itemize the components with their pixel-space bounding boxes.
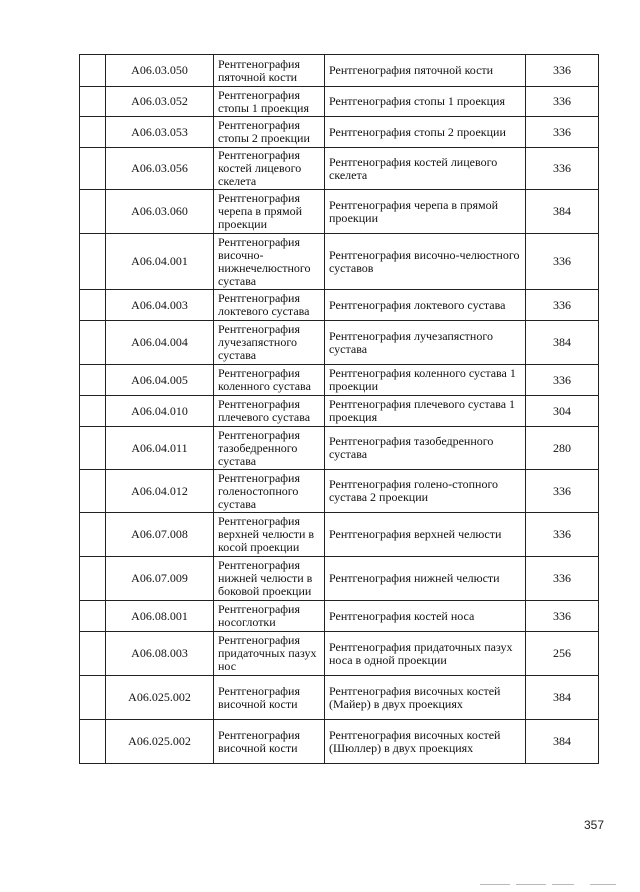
- service-description-cell: Рентгенография костей лицевого скелета: [325, 148, 526, 190]
- service-code-cell: A06.025.002: [106, 720, 214, 764]
- service-name-cell: Рентгенография голеностопного сустава: [214, 470, 325, 513]
- table-row: [80, 87, 599, 117]
- service-code-cell: A06.08.001: [106, 601, 214, 632]
- price-cell: 336: [526, 290, 599, 321]
- price-cell: 336: [526, 513, 599, 557]
- table-row: [80, 601, 599, 632]
- service-name-cell: Рентгенография носоглотки: [214, 601, 325, 632]
- price-cell: 384: [526, 720, 599, 764]
- price-list-body: [80, 55, 599, 764]
- row-marker-cell: [80, 676, 106, 720]
- service-description-cell: Рентгенография тазобедренного сустава: [325, 427, 526, 470]
- price-cell: 384: [526, 321, 599, 365]
- row-marker-cell: [80, 601, 106, 632]
- row-marker-cell: [80, 396, 106, 427]
- row-marker-cell: [80, 87, 106, 117]
- table-row: [80, 720, 599, 764]
- price-cell: 304: [526, 396, 599, 427]
- service-description-cell: Рентгенография пяточной кости: [325, 55, 526, 87]
- price-cell: 336: [526, 87, 599, 117]
- service-code-cell: A06.03.053: [106, 117, 214, 148]
- service-description-cell: Рентгенография придаточных пазух носа в одной проекции: [325, 632, 526, 676]
- service-code-cell: A06.03.052: [106, 87, 214, 117]
- service-name-cell: Рентгенография плечевого сустава: [214, 396, 325, 427]
- price-cell: 336: [526, 601, 599, 632]
- price-cell: 336: [526, 470, 599, 513]
- table-row: [80, 290, 599, 321]
- service-name-cell: Рентгенография черепа в прямой проекции: [214, 190, 325, 234]
- price-cell: 336: [526, 557, 599, 601]
- table-row: [80, 321, 599, 365]
- row-marker-cell: [80, 365, 106, 396]
- row-marker-cell: [80, 513, 106, 557]
- service-code-cell: A06.04.001: [106, 234, 214, 290]
- service-code-cell: A06.07.009: [106, 557, 214, 601]
- service-name-cell: Рентгенография стопы 2 проекции: [214, 117, 325, 148]
- service-name-cell: Рентгенография пяточной кости: [214, 55, 325, 87]
- scan-artifact-line: [552, 884, 574, 885]
- row-marker-cell: [80, 720, 106, 764]
- scan-artifact-line: [516, 884, 546, 885]
- service-name-cell: Рентгенография костей лицевого скелета: [214, 148, 325, 190]
- service-name-cell: Рентгенография придаточных пазух нос: [214, 632, 325, 676]
- service-name-cell: Рентгенография коленного сустава: [214, 365, 325, 396]
- service-name-cell: Рентгенография стопы 1 проекция: [214, 87, 325, 117]
- service-description-cell: Рентгенография нижней челюсти: [325, 557, 526, 601]
- row-marker-cell: [80, 290, 106, 321]
- table-row: [80, 427, 599, 470]
- row-marker-cell: [80, 148, 106, 190]
- price-cell: 280: [526, 427, 599, 470]
- table-row: [80, 148, 599, 190]
- table-row: [80, 513, 599, 557]
- table-row: [80, 470, 599, 513]
- table-row: [80, 632, 599, 676]
- service-code-cell: A06.08.003: [106, 632, 214, 676]
- service-description-cell: Рентгенография черепа в прямой проекции: [325, 190, 526, 234]
- price-cell: 256: [526, 632, 599, 676]
- service-code-cell: A06.03.056: [106, 148, 214, 190]
- service-code-cell: A06.025.002: [106, 676, 214, 720]
- table-row: [80, 55, 599, 87]
- price-cell: 336: [526, 234, 599, 290]
- service-description-cell: Рентгенография лучезапястного сустава: [325, 321, 526, 365]
- price-cell: 384: [526, 676, 599, 720]
- service-code-cell: A06.04.010: [106, 396, 214, 427]
- service-code-cell: A06.04.011: [106, 427, 214, 470]
- scan-artifact-line: [590, 884, 616, 885]
- service-name-cell: Рентгенография верхней челюсти в косой проекции: [214, 513, 325, 557]
- table-row: [80, 234, 599, 290]
- service-code-cell: A06.07.008: [106, 513, 214, 557]
- service-description-cell: Рентгенография локтевого сустава: [325, 290, 526, 321]
- row-marker-cell: [80, 470, 106, 513]
- price-list-table: [79, 54, 599, 764]
- service-description-cell: Рентгенография стопы 1 проекция: [325, 87, 526, 117]
- service-code-cell: A06.04.003: [106, 290, 214, 321]
- price-cell: 384: [526, 190, 599, 234]
- row-marker-cell: [80, 190, 106, 234]
- service-code-cell: A06.04.005: [106, 365, 214, 396]
- service-code-cell: A06.04.004: [106, 321, 214, 365]
- service-description-cell: Рентгенография голено-стопного сустава 2 проекции: [325, 470, 526, 513]
- table-row: [80, 557, 599, 601]
- scan-artifact-line: [480, 884, 510, 885]
- service-name-cell: Рентгенография височно-нижнечелюстного сустава: [214, 234, 325, 290]
- price-cell: 336: [526, 55, 599, 87]
- service-code-cell: A06.04.012: [106, 470, 214, 513]
- table-row: [80, 117, 599, 148]
- service-name-cell: Рентгенография лучезапястного сустава: [214, 321, 325, 365]
- service-name-cell: Рентгенография височной кости: [214, 720, 325, 764]
- service-description-cell: Рентгенография коленного сустава 1 проекции: [325, 365, 526, 396]
- service-name-cell: Рентгенография локтевого сустава: [214, 290, 325, 321]
- row-marker-cell: [80, 117, 106, 148]
- page-number: 357: [583, 818, 604, 832]
- table-row: [80, 396, 599, 427]
- row-marker-cell: [80, 632, 106, 676]
- row-marker-cell: [80, 557, 106, 601]
- service-name-cell: Рентгенография тазобедренного сустава: [214, 427, 325, 470]
- service-description-cell: Рентгенография костей носа: [325, 601, 526, 632]
- price-cell: 336: [526, 117, 599, 148]
- service-description-cell: Рентгенография стопы 2 проекции: [325, 117, 526, 148]
- row-marker-cell: [80, 55, 106, 87]
- service-name-cell: Рентгенография нижней челюсти в боковой проекции: [214, 557, 325, 601]
- price-cell: 336: [526, 148, 599, 190]
- service-description-cell: Рентгенография височно-челюстного суставов: [325, 234, 526, 290]
- service-code-cell: A06.03.060: [106, 190, 214, 234]
- price-cell: 336: [526, 365, 599, 396]
- table-row: [80, 190, 599, 234]
- service-description-cell: Рентгенография височных костей (Майер) в двух проекциях: [325, 676, 526, 720]
- table-row: [80, 676, 599, 720]
- service-description-cell: Рентгенография верхней челюсти: [325, 513, 526, 557]
- row-marker-cell: [80, 427, 106, 470]
- row-marker-cell: [80, 321, 106, 365]
- service-code-cell: A06.03.050: [106, 55, 214, 87]
- service-description-cell: Рентгенография височных костей (Шюллер) в двух проекциях: [325, 720, 526, 764]
- service-name-cell: Рентгенография височной кости: [214, 676, 325, 720]
- table-row: [80, 365, 599, 396]
- row-marker-cell: [80, 234, 106, 290]
- service-description-cell: Рентгенография плечевого сустава 1 проекция: [325, 396, 526, 427]
